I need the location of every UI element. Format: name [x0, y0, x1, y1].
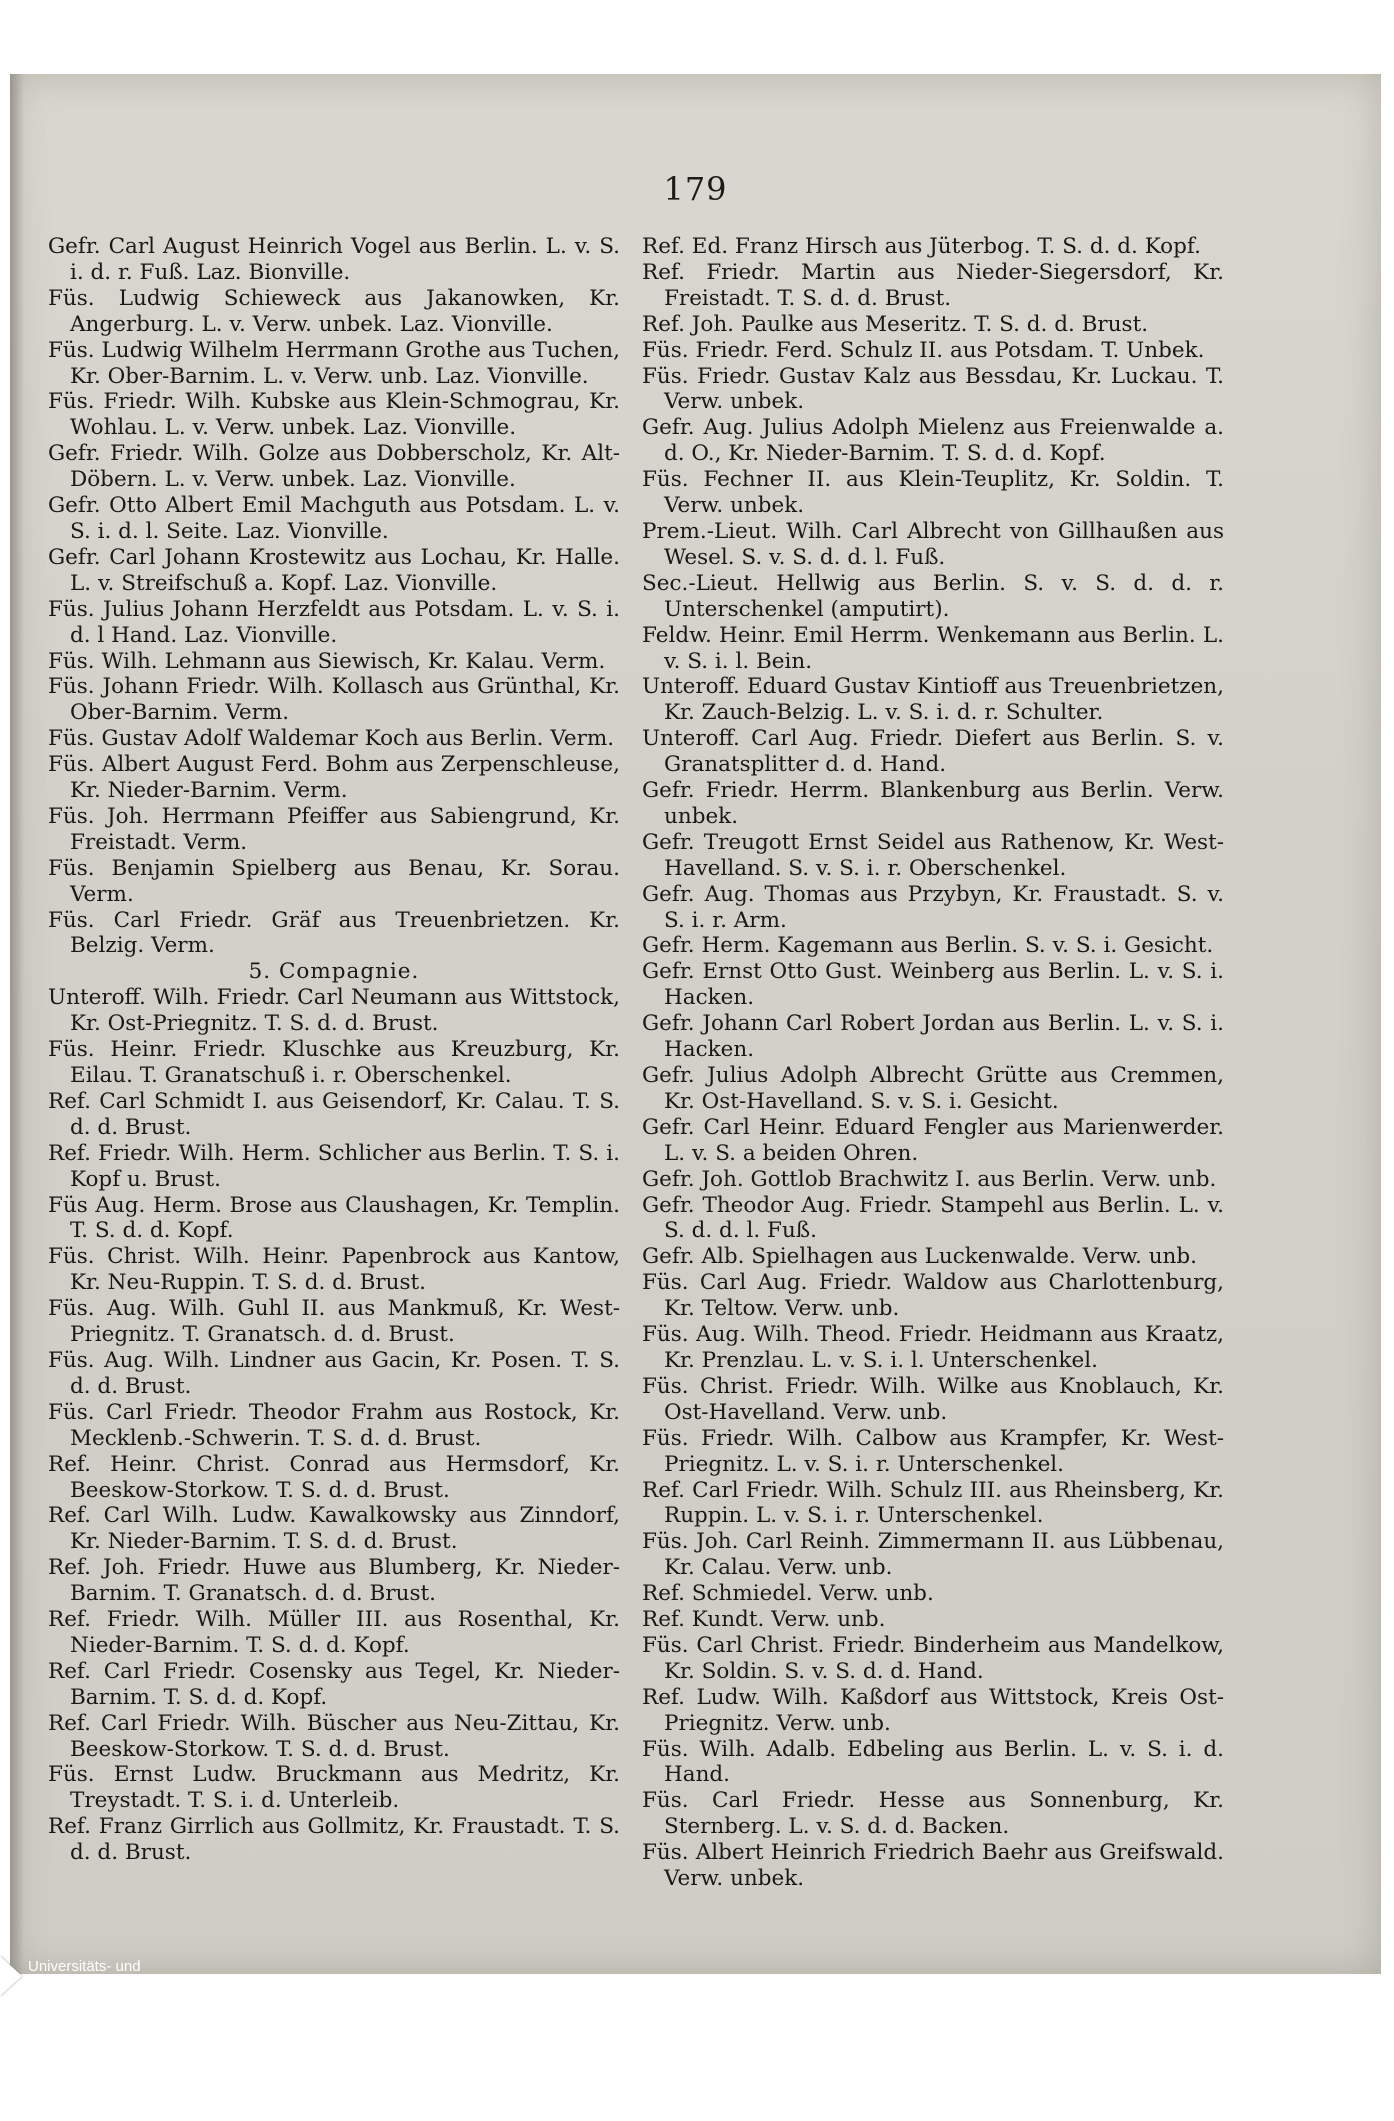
- casualty-entry: Gefr. Johann Carl Robert Jordan aus Berlin. L. v. S. i. Hacken.: [642, 1011, 1224, 1063]
- casualty-entry: Unteroff. Eduard Gustav Kintioff aus Treuenbrietzen, Kr. Zauch-Belzig. L. v. S. i. d. r. Schulter.: [642, 674, 1224, 726]
- casualty-entry: Füs. Carl Friedr. Gräf aus Treuenbrietzen. Kr. Belzig. Verm.: [48, 907, 620, 959]
- casualty-entry: Ref. Carl Wilh. Ludw. Kawalkowsky aus Zinndorf, Kr. Nieder-Barnim. T. S. d. d. Brust.: [48, 1503, 620, 1555]
- casualty-entry: Füs. Friedr. Wilh. Kubske aus Klein-Schmograu, Kr. Wohlau. L. v. Verw. unbek. Laz. Vionville.: [48, 389, 620, 441]
- casualty-entry: Gefr. Alb. Spielhagen aus Luckenwalde. Verw. unb.: [642, 1244, 1197, 1270]
- casualty-entry: Sec.-Lieut. Hellwig aus Berlin. S. v. S. d. d. r. Unterschenkel (amputirt).: [642, 570, 1224, 622]
- casualty-entry: Gefr. Treugott Ernst Seidel aus Rathenow, Kr. West-Havelland. S. v. S. i. r. Oberschenkel.: [642, 829, 1224, 881]
- page-number: 179: [663, 170, 728, 208]
- casualty-entry: Gefr. Julius Adolph Albrecht Grütte aus Cremmen, Kr. Ost-Havelland. S. v. S. i. Gesicht.: [642, 1063, 1224, 1114]
- casualty-entry: Füs. Julius Johann Herzfeldt aus Potsdam. L. v. S. i. d. l Hand. Laz. Vionville.: [48, 596, 620, 648]
- casualty-entry: Füs. Aug. Wilh. Theod. Friedr. Heidmann aus Kraatz, Kr. Prenzlau. L. v. S. i. l. Unterschenkel.: [642, 1322, 1224, 1373]
- casualty-entry: Füs. Carl Friedr. Hesse aus Sonnenburg, Kr. Sternberg. L. v. S. d. d. Backen.: [642, 1788, 1224, 1840]
- casualty-entry: Füs. Aug. Wilh. Guhl II. aus Mankmuß, Kr. West-Priegnitz. T. Granatsch. d. d. Brust.: [48, 1296, 620, 1348]
- library-name-line2: Landesbibliothek Düsseldorf: [28, 1976, 217, 1993]
- library-name-line1: Universitäts- und: [28, 1958, 141, 1975]
- casualty-entry: Füs. Heinr. Friedr. Kluschke aus Kreuzburg, Kr. Eilau. T. Granatschuß i. r. Oberschenkel.: [48, 1037, 620, 1088]
- casualty-entry: Füs. Albert August Ferd. Bohm aus Zerpenschleuse, Kr. Nieder-Barnim. Verm.: [48, 752, 620, 804]
- library-watermark: [0, 1952, 280, 2000]
- casualty-entry: Füs. Christ. Wilh. Heinr. Papenbrock aus Kantow, Kr. Neu-Ruppin. T. S. d. d. Brust.: [48, 1244, 620, 1296]
- casualty-entry: Füs. Friedr. Ferd. Schulz II. aus Potsdam. T. Unbek.: [642, 337, 1205, 363]
- casualty-entry: Füs. Wilh. Lehmann aus Siewisch, Kr. Kalau. Verm.: [48, 648, 606, 674]
- left-column: [48, 234, 620, 1866]
- right-column: [642, 234, 1224, 1892]
- casualty-entry: Ref. Heinr. Christ. Conrad aus Hermsdorf, Kr. Beeskow-Storkow. T. S. d. d. Brust.: [48, 1451, 620, 1503]
- casualty-entry: Gefr. Carl Heinr. Eduard Fengler aus Marienwerder. L. v. S. a beiden Ohren.: [642, 1114, 1224, 1166]
- casualty-entry: Füs. Albert Heinrich Friedrich Baehr aus Greifswald. Verw. unbek.: [642, 1840, 1224, 1892]
- section-heading: 5. Compagnie.: [248, 959, 420, 985]
- casualty-entry: Füs. Wilh. Adalb. Edbeling aus Berlin. L. v. S. i. d. Hand.: [642, 1736, 1224, 1788]
- casualty-entry: Gefr. Friedr. Herrm. Blankenburg aus Berlin. Verw. unbek.: [642, 778, 1224, 829]
- casualty-entry: Unteroff. Carl Aug. Friedr. Diefert aus Berlin. S. v. Granatsplitter d. d. Hand.: [642, 726, 1224, 778]
- casualty-entry: Gefr. Joh. Gottlob Brachwitz I. aus Berlin. Verw. unb.: [642, 1166, 1217, 1192]
- casualty-entry: Gefr. Herm. Kagemann aus Berlin. S. v. S. i. Gesicht.: [642, 933, 1214, 959]
- casualty-entry: Ref. Friedr. Martin aus Nieder-Siegersdorf, Kr. Freistadt. T. S. d. d. Brust.: [642, 259, 1224, 311]
- casualty-entry: Ref. Ludw. Wilh. Kaßdorf aus Wittstock, Kreis Ost-Priegnitz. Verw. unb.: [642, 1684, 1224, 1736]
- casualty-entry: Ref. Schmiedel. Verw. unb.: [642, 1581, 934, 1607]
- casualty-entry: Feldw. Heinr. Emil Herrm. Wenkemann aus Berlin. L. v. S. i. l. Bein.: [642, 622, 1224, 674]
- casualty-entry: Gefr. Carl Johann Krostewitz aus Lochau, Kr. Halle. L. v. Streifschuß a. Kopf. Laz. Vionville.: [48, 544, 620, 596]
- book-page: [10, 74, 1381, 1974]
- casualty-entry: Füs. Carl Friedr. Theodor Frahm aus Rostock, Kr. Mecklenb.-Schwerin. T. S. d. d. Brust.: [48, 1399, 620, 1451]
- casualty-entry: Füs. Aug. Wilh. Lindner aus Gacin, Kr. Posen. T. S. d. d. Brust.: [48, 1347, 620, 1399]
- casualty-entry: Ref. Carl Friedr. Wilh. Schulz III. aus Rheinsberg, Kr. Ruppin. L. v. S. i. r. Unterschenkel.: [642, 1477, 1224, 1529]
- casualty-entry: Füs. Fechner II. aus Klein-Teuplitz, Kr. Soldin. T. Verw. unbek.: [642, 467, 1224, 519]
- casualty-entry: Füs. Joh. Carl Reinh. Zimmermann II. aus Lübbenau, Kr. Calau. Verw. unb.: [642, 1529, 1224, 1581]
- casualty-entry: Füs. Ernst Ludw. Bruckmann aus Medritz, Kr. Treystadt. T. S. i. d. Unterleib.: [48, 1762, 620, 1814]
- casualty-entry: Gefr. Friedr. Wilh. Golze aus Dobberscholz, Kr. Alt-Döbern. L. v. Verw. unbek. Laz. Vionville.: [48, 441, 620, 493]
- casualty-entry: Füs. Friedr. Wilh. Calbow aus Krampfer, Kr. West-Priegnitz. L. v. S. i. r. Unterschenkel.: [642, 1425, 1224, 1477]
- casualty-entry: Ref. Friedr. Wilh. Herm. Schlicher aus Berlin. T. S. i. Kopf u. Brust.: [48, 1140, 620, 1192]
- casualty-entry: Füs Aug. Herm. Brose aus Claushagen, Kr. Templin. T. S. d. d. Kopf.: [48, 1192, 620, 1244]
- casualty-entry: Gefr. Carl August Heinrich Vogel aus Berlin. L. v. S. i. d. r. Fuß. Laz. Bionville.: [48, 234, 620, 285]
- casualty-entry: Ref. Joh. Friedr. Huwe aus Blumberg, Kr. Nieder-Barnim. T. Granatsch. d. d. Brust.: [48, 1555, 620, 1607]
- library-logo-icon: [0, 1956, 22, 1996]
- casualty-entry: Gefr. Otto Albert Emil Machguth aus Potsdam. L. v. S. i. d. l. Seite. Laz. Vionville.: [48, 493, 620, 544]
- casualty-entry: Füs. Friedr. Gustav Kalz aus Bessdau, Kr. Luckau. T. Verw. unbek.: [642, 363, 1224, 415]
- casualty-entry: Ref. Kundt. Verw. unb.: [642, 1607, 886, 1633]
- casualty-entry: Füs. Carl Christ. Friedr. Binderheim aus Mandelkow, Kr. Soldin. S. v. S. d. d. Hand.: [642, 1632, 1224, 1684]
- casualty-entry: Ref. Friedr. Wilh. Müller III. aus Rosenthal, Kr. Nieder-Barnim. T. S. d. d. Kopf.: [48, 1607, 620, 1658]
- casualty-entry: Ref. Carl Friedr. Wilh. Büscher aus Neu-Zittau, Kr. Beeskow-Storkow. T. S. d. d. Brust.: [48, 1710, 620, 1762]
- casualty-entry: Füs. Joh. Herrmann Pfeiffer aus Sabiengrund, Kr. Freistadt. Verm.: [48, 803, 620, 855]
- casualty-entry: Füs. Ludwig Wilhelm Herrmann Grothe aus Tuchen, Kr. Ober-Barnim. L. v. Verw. unb. Laz. Vionville.: [48, 337, 620, 389]
- casualty-entry: Gefr. Theodor Aug. Friedr. Stampehl aus Berlin. L. v. S. d. d. l. Fuß.: [642, 1192, 1224, 1244]
- casualty-entry: Füs. Christ. Friedr. Wilh. Wilke aus Knoblauch, Kr. Ost-Havelland. Verw. unb.: [642, 1373, 1224, 1425]
- casualty-entry: Unteroff. Wilh. Friedr. Carl Neumann aus Wittstock, Kr. Ost-Priegnitz. T. S. d. d. Brust.: [48, 985, 620, 1037]
- casualty-entry: Füs. Ludwig Schieweck aus Jakanowken, Kr. Angerburg. L. v. Verw. unbek. Laz. Vionville.: [48, 285, 620, 337]
- casualty-entry: Gefr. Aug. Julius Adolph Mielenz aus Freienwalde a. d. O., Kr. Nieder-Barnim. T. S. d. d. Kopf.: [642, 415, 1224, 467]
- casualty-entry: Ref. Joh. Paulke aus Meseritz. T. S. d. d. Brust.: [642, 311, 1149, 337]
- casualty-entry: Füs. Gustav Adolf Waldemar Koch aus Berlin. Verm.: [48, 726, 615, 752]
- casualty-entry: Füs. Benjamin Spielberg aus Benau, Kr. Sorau. Verm.: [48, 855, 620, 907]
- casualty-entry: Füs. Carl Aug. Friedr. Waldow aus Charlottenburg, Kr. Teltow. Verw. unb.: [642, 1270, 1224, 1322]
- casualty-entry: Gefr. Aug. Thomas aus Przybyn, Kr. Fraustadt. S. v. S. i. r. Arm.: [642, 881, 1224, 933]
- casualty-entry: Prem.-Lieut. Wilh. Carl Albrecht von Gillhaußen aus Wesel. S. v. S. d. d. l. Fuß.: [642, 518, 1224, 570]
- casualty-entry: Gefr. Ernst Otto Gust. Weinberg aus Berlin. L. v. S. i. Hacken.: [642, 959, 1224, 1011]
- casualty-entry: Füs. Johann Friedr. Wilh. Kollasch aus Grünthal, Kr. Ober-Barnim. Verm.: [48, 674, 620, 726]
- casualty-entry: Ref. Franz Girrlich aus Gollmitz, Kr. Fraustadt. T. S. d. d. Brust.: [48, 1814, 620, 1866]
- casualty-entry: Ref. Ed. Franz Hirsch aus Jüterbog. T. S. d. d. Kopf.: [642, 234, 1201, 259]
- casualty-entry: Ref. Carl Friedr. Cosensky aus Tegel, Kr. Nieder-Barnim. T. S. d. d. Kopf.: [48, 1658, 620, 1710]
- casualty-entry: Ref. Carl Schmidt I. aus Geisendorf, Kr. Calau. T. S. d. d. Brust.: [48, 1088, 620, 1140]
